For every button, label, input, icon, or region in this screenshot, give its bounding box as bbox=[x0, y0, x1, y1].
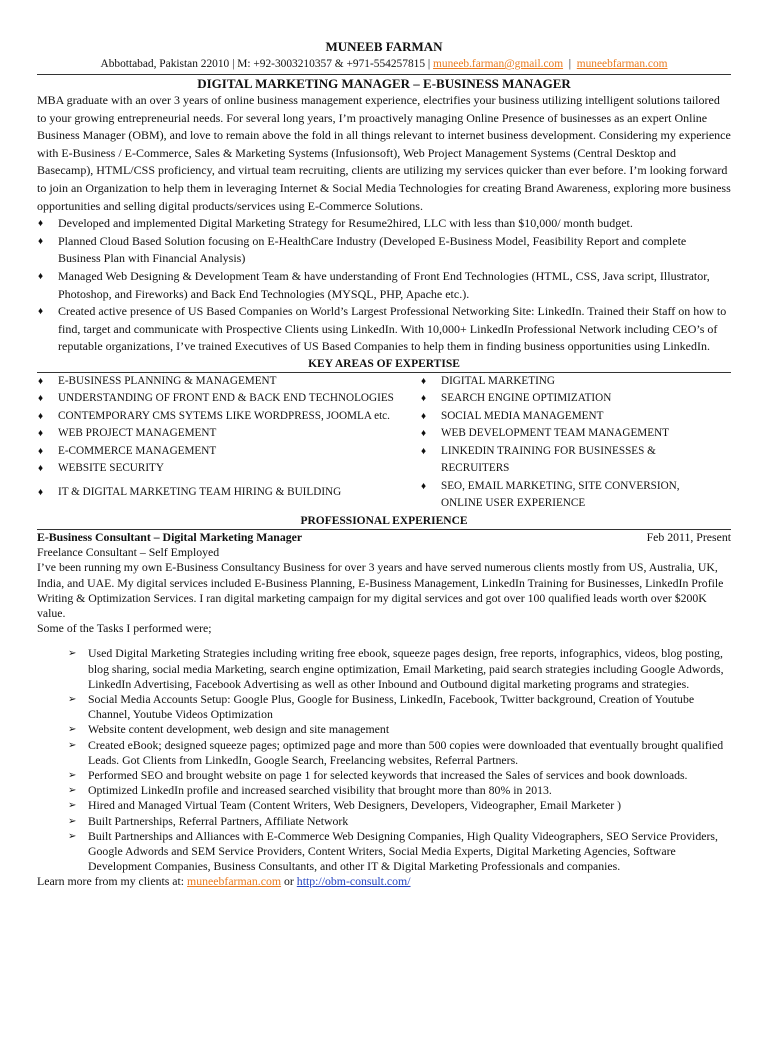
job-date: Feb 2011, Present bbox=[646, 529, 731, 544]
task-item: ➢ Built Partnerships and Alliances with E-Commerce Web Designing Companies, High Quality Videographers, SEO Service Providers, Google Adwords and SEM Service Providers, Content Writers, Social Media Experts, Digital Marketing Agencies, Software Development Companies, Business Consultants, and other IT & Digital Marketing Professionals and companies. bbox=[71, 829, 731, 875]
candidate-name: MUNEEB FARMAN bbox=[325, 39, 443, 54]
expertise-item: ♦ CONTEMPORARY CMS SYTEMS LIKE WORDPRESS, JOOMLA etc. bbox=[37, 408, 420, 426]
job-title-row bbox=[37, 530, 731, 545]
website-link[interactable]: muneebfarman.com bbox=[576, 58, 668, 70]
task-item: ➢ Hired and Managed Virtual Team (Content Writers, Web Designers, Developers, Videographer, Email Marketer ) bbox=[71, 798, 731, 813]
contact-separator: | bbox=[568, 58, 572, 70]
closing-or: or bbox=[284, 874, 294, 889]
expertise-item: ♦ E-COMMERCE MANAGEMENT bbox=[37, 443, 420, 461]
summary-bullets bbox=[37, 215, 731, 356]
closing-obm-link[interactable]: http://obm-consult.com/ bbox=[296, 874, 411, 889]
task-item: ➢ Created eBook; designed squeeze pages; optimized page and more than 500 copies were downloaded that eventually brought qualified Leads. Got Clients from LinkedIn, Google Search, Freelancing websites, Referral Partners. bbox=[71, 738, 731, 768]
contact-text: Abbottabad, Pakistan 22010 | M: +92-3003210357 & +971-554257815 | bbox=[100, 58, 431, 70]
closing-website-link[interactable]: muneebfarman.com bbox=[187, 874, 282, 889]
expertise-section-title: KEY AREAS OF EXPERTISE bbox=[37, 357, 731, 373]
expertise-item: ♦ WEB DEVELOPMENT TEAM MANAGEMENT bbox=[420, 425, 710, 443]
expertise-item: ♦ E-BUSINESS PLANNING & MANAGEMENT bbox=[37, 373, 420, 391]
expertise-item: ♦ SEARCH ENGINE OPTIMIZATION bbox=[420, 390, 710, 408]
task-item: ➢ Website content development, web design and site management bbox=[71, 722, 731, 737]
task-item: ➢ Built Partnerships, Referral Partners, Affiliate Network bbox=[71, 814, 731, 829]
summary-paragraph: MBA graduate with an over 3 years of online business management experience, electrifies your business utilizing intelligent solutions tailored to your growing entrepreneurial needs. For several long years, I’m proactively managing Online Presence of businesses as an expert Online Business Manager (OBM), and love to remain above the fold in all things relevant to internet business development. Considering my experience with E-Business / E-Commerce, Sales & Marketing Systems (Infusionsoft), Web Project Management Systems (Central Desktop and Basecamp), HTML/CSS proficiency, and virtual team recruiting, clients are utilizing my services quicker than ever before. I’m looking forward to join an Organization to help them in leveraging Internet & Social Media Technologies for creating Brand Awareness, exploring more business opportunities and selling digital products/services using E-Commerce Solutions. bbox=[37, 93, 731, 213]
closing-line bbox=[37, 874, 731, 889]
summary-bullet: ♦ Planned Cloud Based Solution focusing on E-HealthCare Industry (Developed E-Business Model, Feasibility Report and complete Business Plan with Financial Analysis) bbox=[37, 233, 731, 268]
summary-bullet: ♦ Developed and implemented Digital Marketing Strategy for Resume2hired, LLC with less than $10,000/ month budget. bbox=[37, 215, 731, 233]
job-subtitle: Freelance Consultant – Self Employed bbox=[37, 545, 220, 560]
task-item: ➢ Performed SEO and brought website on page 1 for selected keywords that increased the Sales of services and book downloads. bbox=[71, 768, 731, 783]
expertise-columns bbox=[37, 373, 731, 513]
task-list bbox=[37, 646, 731, 874]
job-description: I’ve been running my own E-Business Consultancy Business for over 3 years and have served numerous clients mostly from US, Australia, UK, India, and UAE. My digital services included E-Business Planning, E-Business Management, LinkedIn Training for Businesses, LinkedIn Profile Writing & Optimization Services. I ran digital marketing campaign for my digital services and got over 100 qualified leads worth over $200K value. bbox=[37, 560, 724, 620]
expertise-left-list bbox=[37, 373, 420, 513]
expertise-item: ♦ WEB PROJECT MANAGEMENT bbox=[37, 425, 420, 443]
expertise-item: ♦ LINKEDIN TRAINING FOR BUSINESSES & RECRUITERS bbox=[420, 443, 710, 478]
job-title: E-Business Consultant – Digital Marketing Manager bbox=[37, 529, 303, 544]
resume-page bbox=[37, 38, 731, 890]
summary-bullet: ♦ Managed Web Designing & Development Team & have understanding of Front End Technologies (HTML, CSS, Java script, Illustrator, Photoshop, and Fireworks) and Back End Technologies (MYSQL, PHP, Apache etc.). bbox=[37, 268, 731, 303]
experience-section-title: PROFESSIONAL EXPERIENCE bbox=[37, 514, 731, 530]
summary-bullet: ♦ Created active presence of US Based Companies on World’s Largest Professional Networking Site: LinkedIn. Trained their Staff on how to find, target and communicate with Prospective Clients using LinkedIn. With 10,000+ LinkedIn Professional Network including CEO’s of reputable organizations, I’ve trained Executives of US Based Companies to help them in finding business opportunities using LinkedIn. bbox=[37, 303, 731, 356]
tasks-intro: Some of the Tasks I performed were; bbox=[37, 621, 212, 636]
expertise-item: ♦ WEBSITE SECURITY bbox=[37, 460, 420, 478]
task-item: ➢ Used Digital Marketing Strategies including writing free ebook, squeeze pages design, free reports, infographics, videos, blog posting, blog sharing, social media Marketing, search engine optimization, Email Marketing, paid search strategies including Google Adwords, LinkedIn Advertising, Facebook Advertising as well as other Inbound and Outbound digital marketing programs and strategies. bbox=[71, 646, 731, 692]
task-item: ➢ Social Media Accounts Setup: Google Plus, Google for Business, LinkedIn, Facebook, Twitter background, Creation of Youtube Channel, Youtube Videos Optimization bbox=[71, 692, 731, 722]
expertise-item: ♦ IT & DIGITAL MARKETING TEAM HIRING & BUILDING bbox=[37, 484, 420, 502]
contact-line bbox=[37, 56, 731, 75]
closing-text: Learn more from my clients at: bbox=[37, 874, 185, 889]
job-entry bbox=[37, 530, 731, 890]
expertise-item: ♦ SEO, EMAIL MARKETING, SITE CONVERSION, ONLINE USER EXPERIENCE bbox=[420, 478, 710, 513]
email-link[interactable]: muneeb.farman@gmail.com bbox=[433, 58, 564, 70]
expertise-right-list bbox=[420, 373, 710, 513]
resume-headline: DIGITAL MARKETING MANAGER – E-BUSINESS MANAGER bbox=[197, 76, 571, 91]
task-item: ➢ Optimized LinkedIn profile and increased searched visibility that brought more than 80% in 2013. bbox=[71, 783, 731, 798]
expertise-item: ♦ DIGITAL MARKETING bbox=[420, 373, 710, 391]
expertise-item: ♦ UNDERSTANDING OF FRONT END & BACK END TECHNOLOGIES bbox=[37, 390, 420, 408]
expertise-item: ♦ SOCIAL MEDIA MANAGEMENT bbox=[420, 408, 710, 426]
